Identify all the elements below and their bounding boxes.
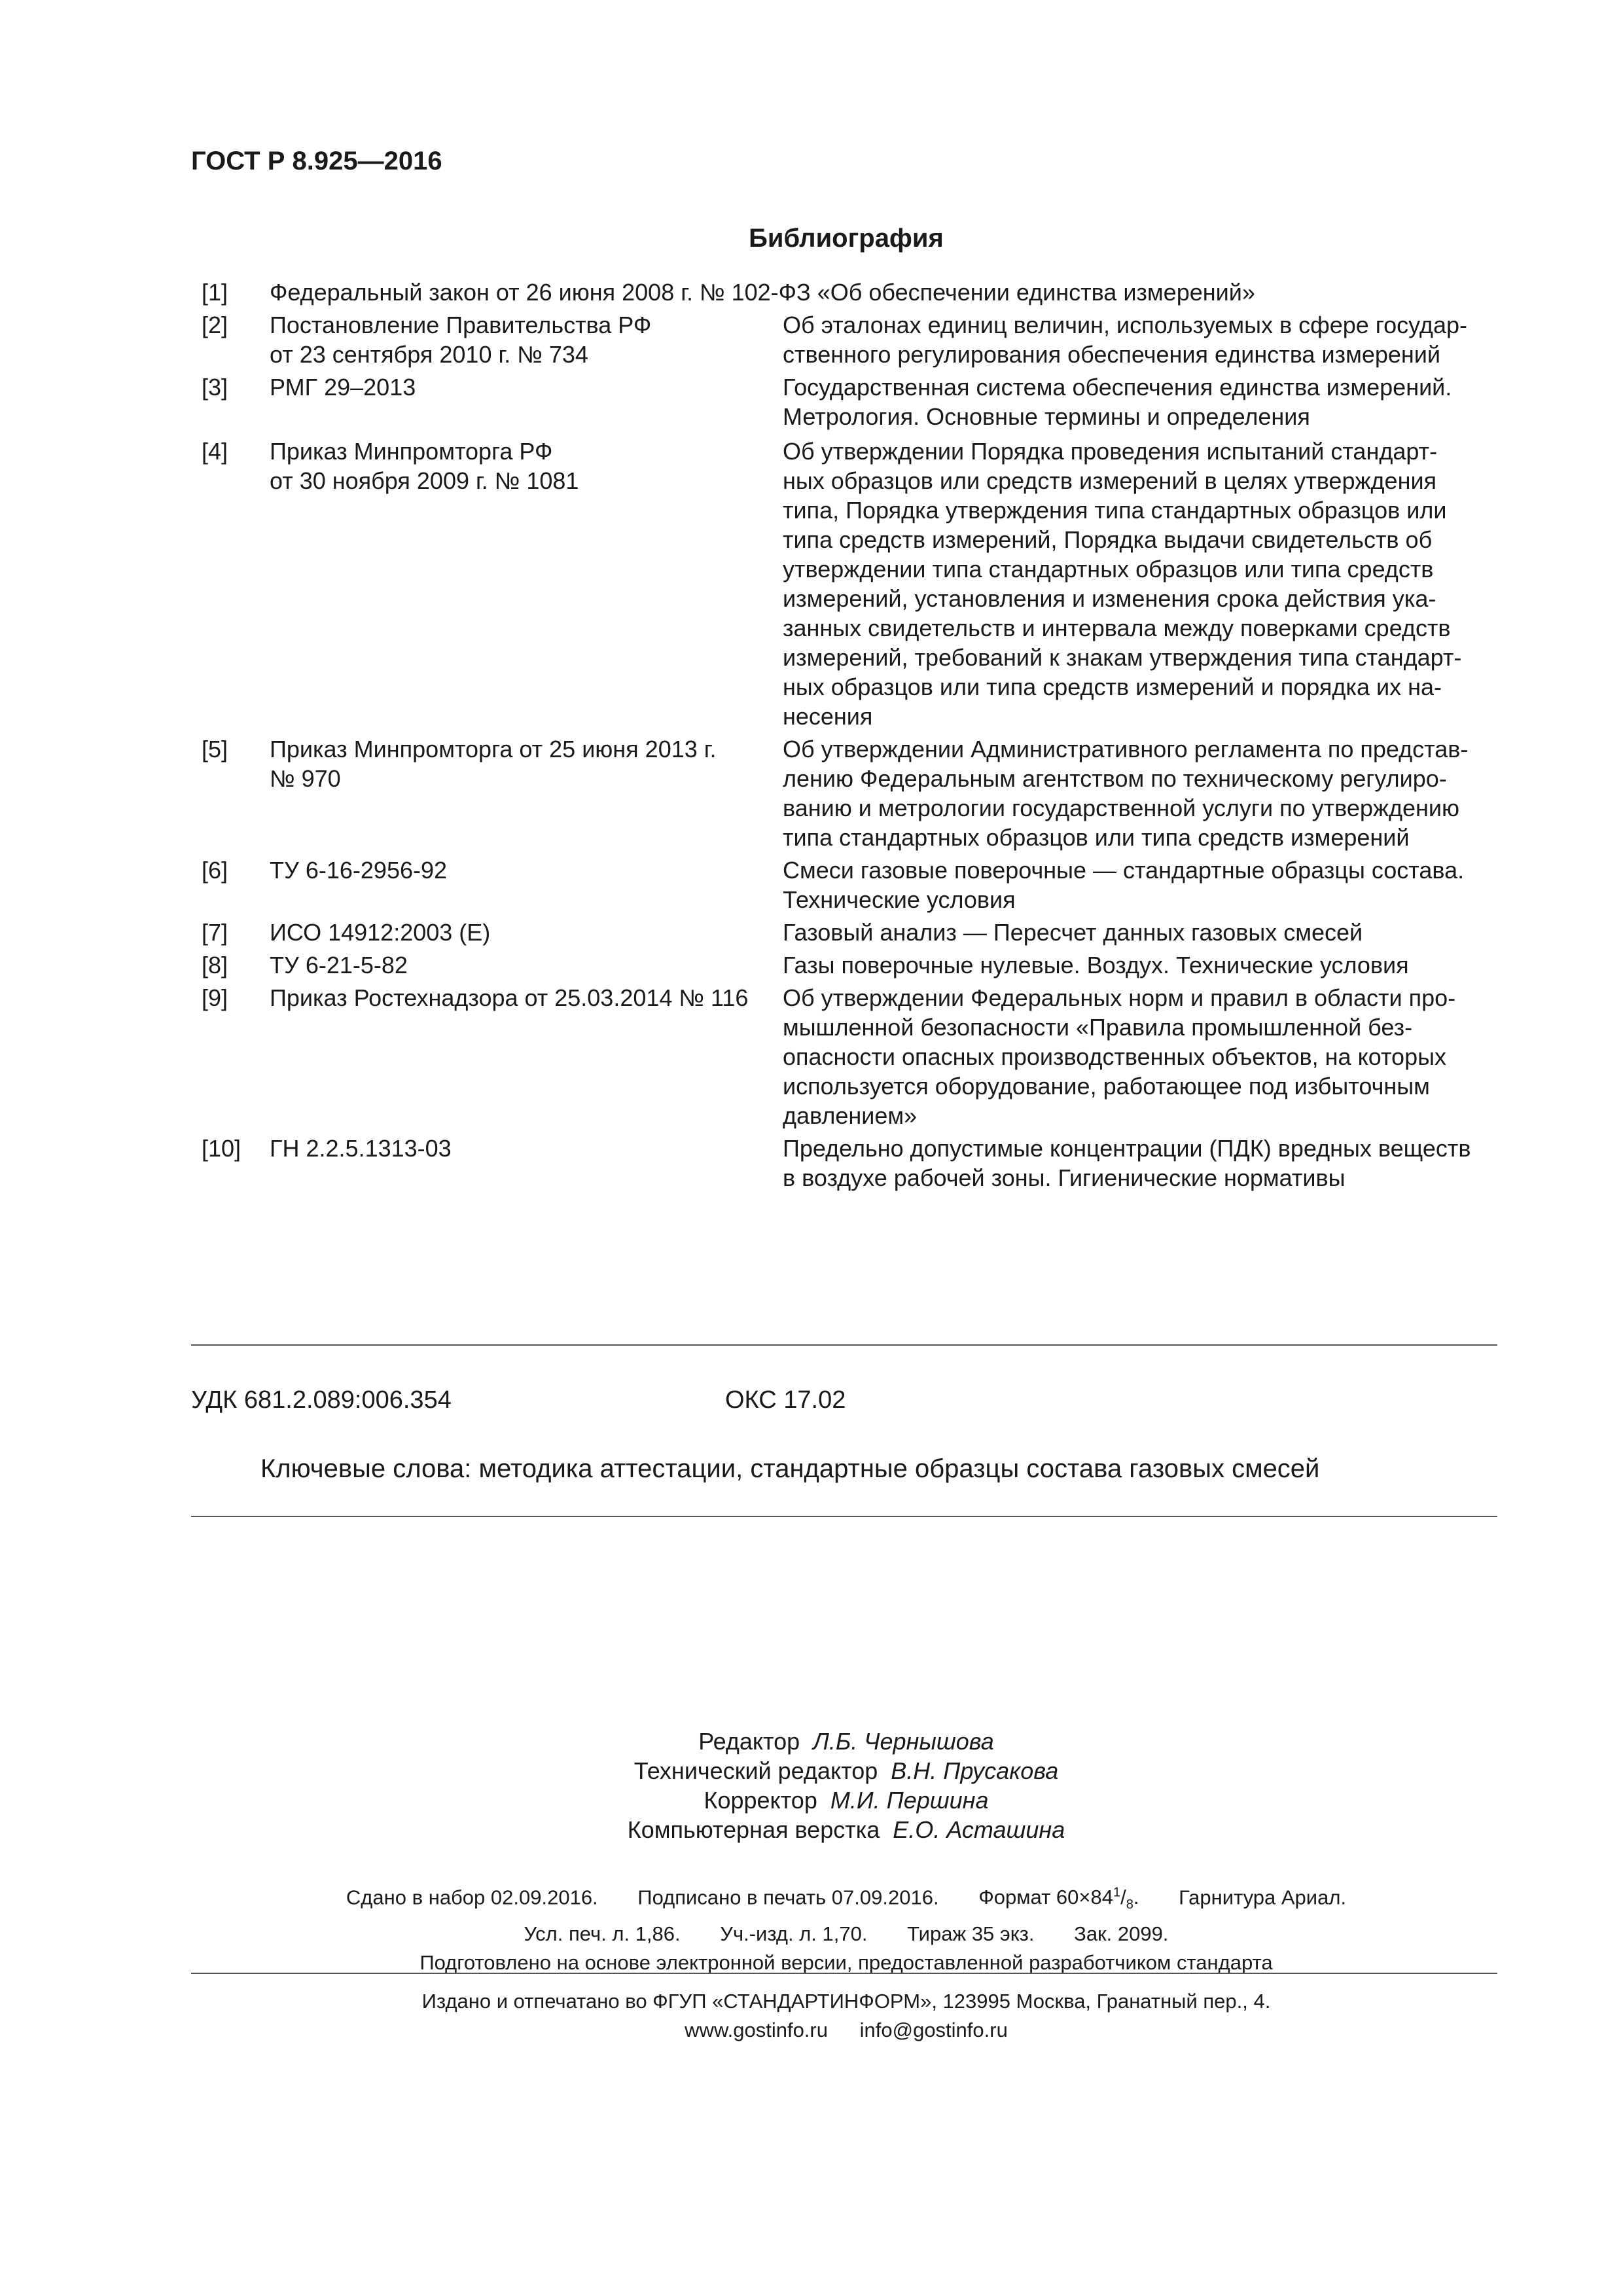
publisher-email-link[interactable]: info@gostinfo.ru <box>859 2018 1008 2041</box>
bibliography-item <box>202 278 1510 307</box>
signed-date: Подписано в печать 07.09.2016. <box>637 1886 939 1909</box>
divider-bottom <box>191 1973 1497 1974</box>
bibliography-item <box>202 372 1510 431</box>
credit-role: Корректор <box>704 1787 817 1814</box>
publisher-contacts <box>0 2016 1623 2045</box>
bibliography-item-source: ИСО 14912:2003 (E) <box>270 919 491 946</box>
credit-name: М.И. Першина <box>830 1787 989 1814</box>
imprint-line-1 <box>0 1878 1623 1920</box>
bibliography-item <box>202 437 1510 731</box>
bibliography-item <box>202 1134 1510 1193</box>
credit-name: Л.Б. Чернышова <box>813 1728 994 1755</box>
bibliography-item <box>202 310 1510 369</box>
bibliography-item-number: [4] <box>202 438 228 465</box>
credit-name: Е.О. Асташина <box>893 1816 1065 1843</box>
bibliography-item-number: [10] <box>202 1135 241 1162</box>
divider-top <box>191 1344 1497 1346</box>
bibliography-item-source: РМГ 29–2013 <box>270 374 416 401</box>
bibliography-item-number: [2] <box>202 312 228 338</box>
bibliography-item <box>202 855 1510 914</box>
print-sheets: Усл. печ. л. 1,86. <box>524 1922 681 1945</box>
udk-code: УДК 681.2.089:006.354 <box>191 1386 452 1414</box>
bibliography-item-number: [9] <box>202 984 228 1011</box>
credit-role: Компьютерная верстка <box>627 1816 880 1843</box>
bibliography-item-source: ГН 2.2.5.1313-03 <box>270 1135 452 1162</box>
bibliography-item-number: [5] <box>202 736 228 762</box>
bibliography-item-description: Газы поверочные нулевые. Воздух. Технические условия <box>783 952 1409 978</box>
bibliography-item-description: Предельно допустимые концентрации (ПДК) вредных веществ в воздухе рабочей зоны. Гигиенические нормативы <box>783 1135 1471 1191</box>
credit-line <box>0 1727 1623 1756</box>
bibliography-item-number: [7] <box>202 919 228 946</box>
bibliography-item-source: ТУ 6-21-5-82 <box>270 952 408 978</box>
credit-line <box>0 1815 1623 1844</box>
bibliography-item-source: Федеральный закон от 26 июня 2008 г. № 102-ФЗ «Об обеспечении единства измерений» <box>270 279 1255 306</box>
publishing-sheets: Уч.-изд. л. 1,70. <box>720 1922 868 1945</box>
publisher-website-link[interactable]: www.gostinfo.ru <box>685 2018 828 2041</box>
bibliography-item-description: Смеси газовые поверочные — стандартные образцы состава. Технические условия <box>783 857 1465 913</box>
credit-role: Технический редактор <box>633 1757 878 1784</box>
bibliography-item-description: Об эталонах единиц величин, используемых в сфере государ- ственного регулирования обеспечения единства измерений <box>783 312 1467 368</box>
prepared-note: Подготовлено на основе электронной версии, предоставленной разработчиком стандарта <box>419 1950 1273 1974</box>
credit-line <box>0 1756 1623 1785</box>
bibliography-item-description: Газовый анализ — Пересчет данных газовых смесей <box>783 919 1363 946</box>
divider-middle <box>191 1516 1497 1517</box>
bibliography-item-description: Об утверждении Федеральных норм и правил в области про- мышленной безопасности «Правила промышленной без- опасности опасных производственных объектов, на которых используется оборудование, работающее под избыточным давлением» <box>783 984 1456 1129</box>
bibliography-item-source: Постановление Правительства РФ от 23 сентября 2010 г. № 734 <box>270 312 652 368</box>
oks-code: ОКС 17.02 <box>725 1386 846 1414</box>
publisher-block <box>0 1987 1623 2045</box>
credit-name: В.Н. Прусакова <box>891 1757 1059 1784</box>
bibliography-item-description: Об утверждении Порядка проведения испытаний стандарт- ных образцов или средств измерений в целях утверждения типа, Порядка утверждения типа стандартных образцов или типа средств измерений, Порядка выдачи свидетельств об утверждении типа стандартных образцов или типа средств измерений, установления и изменения срока действия ука- занных свидетельств и интервала между поверками средств измерений, требований к знакам утверждения типа стандарт- ных образцов или типа средств измерений и порядка их на- несения <box>783 438 1462 730</box>
credit-role: Редактор <box>698 1728 800 1755</box>
credit-line <box>0 1785 1623 1815</box>
typeface: Гарнитура Ариал. <box>1179 1886 1347 1909</box>
bibliography-item-description: Государственная система обеспечения единства измерений. Метрология. Основные термины и определения <box>783 374 1452 430</box>
paper-format: Формат $60\times 84^1/_8$. <box>978 1886 1139 1912</box>
bibliography-item <box>202 983 1510 1130</box>
bibliography-title: Библиография <box>749 224 944 253</box>
bibliography-item <box>202 918 1510 947</box>
bibliography-item-source: ТУ 6-16-2956-92 <box>270 857 448 884</box>
circulation: Тираж 35 экз. <box>907 1922 1035 1945</box>
bibliography-item-source: Приказ Минпромторга РФ от 30 ноября 2009 г. № 1081 <box>270 438 579 494</box>
bibliography-item-number: [8] <box>202 952 228 978</box>
bibliography-item-number: [1] <box>202 279 228 306</box>
imprint-block <box>0 1878 1623 1977</box>
publisher-address: Издано и отпечатано во ФГУП «СТАНДАРТИНФОРМ», 123995 Москва, Гранатный пер., 4. <box>421 1990 1271 2013</box>
imprint-line-2 <box>0 1920 1623 1948</box>
bibliography-item-source: Приказ Ростехнадзора от 25.03.2014 № 116 <box>270 984 749 1011</box>
bibliography-item-number: [3] <box>202 374 228 401</box>
bibliography-item <box>202 950 1510 980</box>
credits-block <box>0 1727 1623 1844</box>
document-code: ГОСТ Р 8.925—2016 <box>191 147 442 175</box>
typeset-date: Сдано в набор 02.09.2016. <box>346 1886 598 1909</box>
keywords: Ключевые слова: методика аттестации, стандартные образцы состава газовых смесей <box>260 1454 1320 1483</box>
bibliography-item <box>202 734 1510 852</box>
bibliography-item-number: [6] <box>202 857 228 884</box>
order-number: Зак. 2099. <box>1074 1922 1169 1945</box>
bibliography-list <box>202 278 1510 1193</box>
bibliography-item-source: Приказ Минпромторга от 25 июня 2013 г. № 970 <box>270 736 717 792</box>
bibliography-item-description: Об утверждении Административного регламента по представ- лению Федеральным агентством по техническому регулиро- ванию и метрологии государственной услуги по утверждению типа стандартных образцов или типа средств измерений <box>783 736 1469 851</box>
